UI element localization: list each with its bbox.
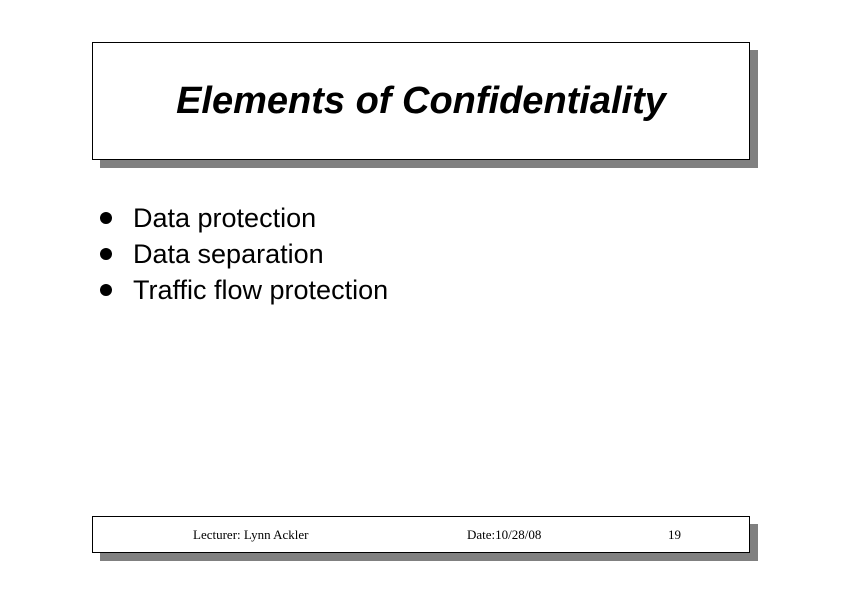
bullet-text: Data separation [133,238,324,269]
bullet-item [100,272,388,308]
bullet-text: Data protection [133,202,317,233]
footer-box [92,516,750,553]
bullet-item [100,200,388,236]
bullet-dot-icon [100,248,112,260]
slide-title: Elements of Confidentiality [176,79,666,122]
footer-lecturer: Lecturer: Lynn Ackler [193,527,309,542]
bullet-list [100,200,388,308]
title-box [92,42,750,160]
bullet-text: Traffic flow protection [133,274,389,305]
bullet-dot-icon [100,284,112,296]
footer-date: Date:10/28/08 [467,527,542,542]
bullet-dot-icon [100,212,112,224]
bullet-item [100,236,388,272]
footer-page-number: 19 [668,527,681,542]
